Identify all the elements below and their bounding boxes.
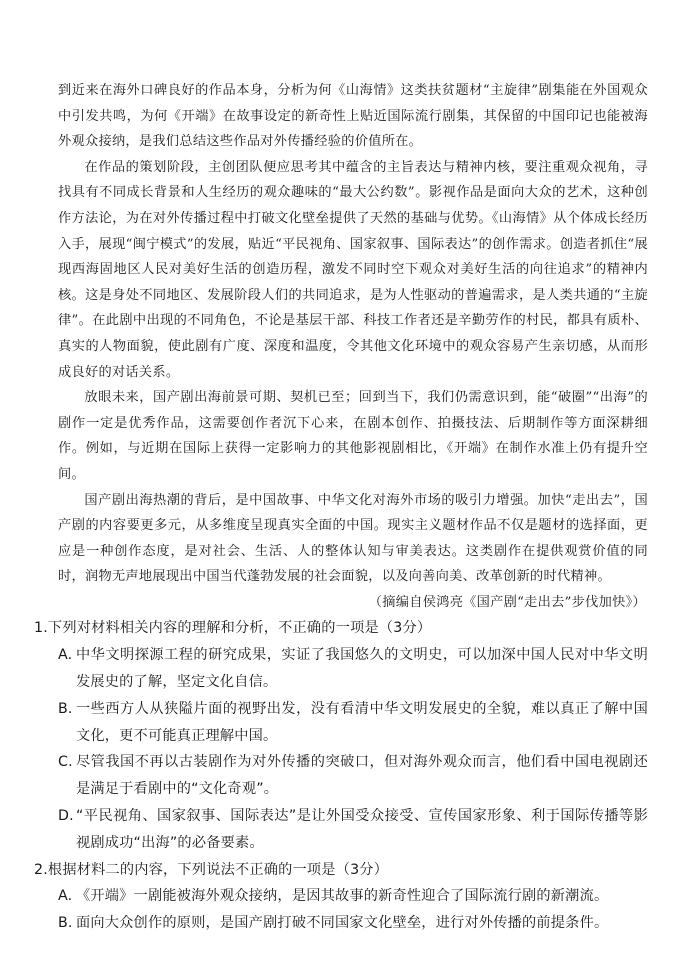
option-d[interactable] — [58, 803, 648, 857]
article-source: （摘编自侯鸿亮《国产剧“走出去”步伐加快》） — [368, 594, 646, 610]
option-key: B. — [58, 700, 73, 717]
option-text: 中华文明探源工程的研究成果，实证了我国悠久的文明史，可以加深中国人民对中华文明发展史的了解，坚定文化自信。 — [76, 647, 648, 691]
question-1 — [34, 615, 648, 856]
option-c[interactable] — [58, 749, 648, 803]
option-text: “平民视角、国家叙事、国际表达”是让外国受众接受、宣传国家形象、利于国际传播等影视剧成功“出海”的必备要素。 — [76, 808, 648, 851]
option-a[interactable] — [58, 642, 648, 696]
question-title: 2.根据材料二的内容，下列说法不正确的一项是（3分） — [34, 861, 389, 878]
paragraph: 到近来在海外口碑良好的作品本身，分析为何《山海情》这类扶贫题材“主旋律”剧集能在外国观众中引发共鸣，为何《开端》在故事设定的新奇性上贴近国际流行剧集，其保留的中国印记也能被海外观众接纳，是我们总结这些作品对外传播经验的价值所在。 — [58, 83, 648, 150]
option-b[interactable] — [58, 696, 648, 750]
option-key: B. — [58, 915, 73, 932]
option-text: 尽管我国不再以古装剧作为对外传播的突破口，但对海外观众而言，他们看中国电视剧还是满足于看剧中的“文化奇观”。 — [76, 754, 648, 798]
option-text: 《开端》一剧能被海外观众接纳，是因其故事的新奇性迎合了国际流行剧的新潮流。 — [76, 888, 609, 905]
option-key: D. — [58, 808, 74, 825]
paragraph: 在作品的策划阶段，主创团队便应思考其中蕴含的主旨表达与精神内核，要注重观众视角，寻找具有不同成长背景和人生经历的观众趣味的“最大公约数”。影视作品是面向大众的艺术，这种创作方法论，为在对外传播过程中打破文化壁垒提供了天然的基础与优势。《山海情》从个体成长经历入手，展现“闽宁模式”的发展，贴近“平民视角、国家叙事、国际表达”的创作需求。创造者抓住“展现西海固地区人民对美好生活的创造历程，激发不同时空下观众对美好生活的向往追求”的精神内核。这是身处不同地区、发展阶段人们的共同追求，是为人性驱动的普遍需求，是人类共通的“主旋律”。在此剧中出现的不同角色，不论是基层干部、科技工作者还是辛勤劳作的村民，都具有质朴、真实的人物面貌，使此剧有广度、深度和温度，令其他文化环境中的观众容易产生亲切感，从而形成良好的对话关系。 — [58, 159, 648, 380]
article-body — [58, 78, 648, 590]
option-key: A. — [58, 888, 73, 905]
option-b[interactable] — [58, 910, 648, 937]
question-title: 1.下列对材料相关内容的理解和分析，不正确的一项是（3分） — [34, 620, 432, 637]
option-text: 一些西方人从狭隘片面的视野出发，没有看清中华文明发展史的全貌，难以真正了解中国文化，更不可能真正理解中国。 — [76, 700, 648, 744]
paragraph: 放眼未来，国产剧出海前景可期、契机已至；回到当下，我们仍需意识到，能“破圈”“出海”的剧作一定是优秀作品，这需要创作者沉下心来，在剧本创作、拍摄技法、后期制作等方面深耕细作。例如，与近期在国际上获得一定影响力的其他影视剧相比，《开端》在制作水准上仍有提升空间。 — [58, 390, 648, 482]
option-text: 面向大众创作的原则，是国产剧打破不同国家文化壁垒，进行对外传播的前提条件。 — [76, 915, 609, 932]
option-key: A. — [58, 647, 73, 664]
paragraph: 国产剧出海热潮的背后，是中国故事、中华文化对海外市场的吸引力增强。加快“走出去”，国产剧的内容要更多元，从多维度呈现真实全面的中国。现实主义题材作品不仅是题材的选择面，更应是一种创作态度，是对社会、生活、人的整体认知与审美表达。这类剧作在提供观赏价值的同时，润物无声地展现出中国当代蓬勃发展的社会面貌，以及向善向美、改革创新的时代精神。 — [58, 492, 648, 585]
question-2 — [34, 857, 648, 937]
option-key: C. — [58, 754, 73, 771]
option-a[interactable] — [58, 883, 648, 910]
